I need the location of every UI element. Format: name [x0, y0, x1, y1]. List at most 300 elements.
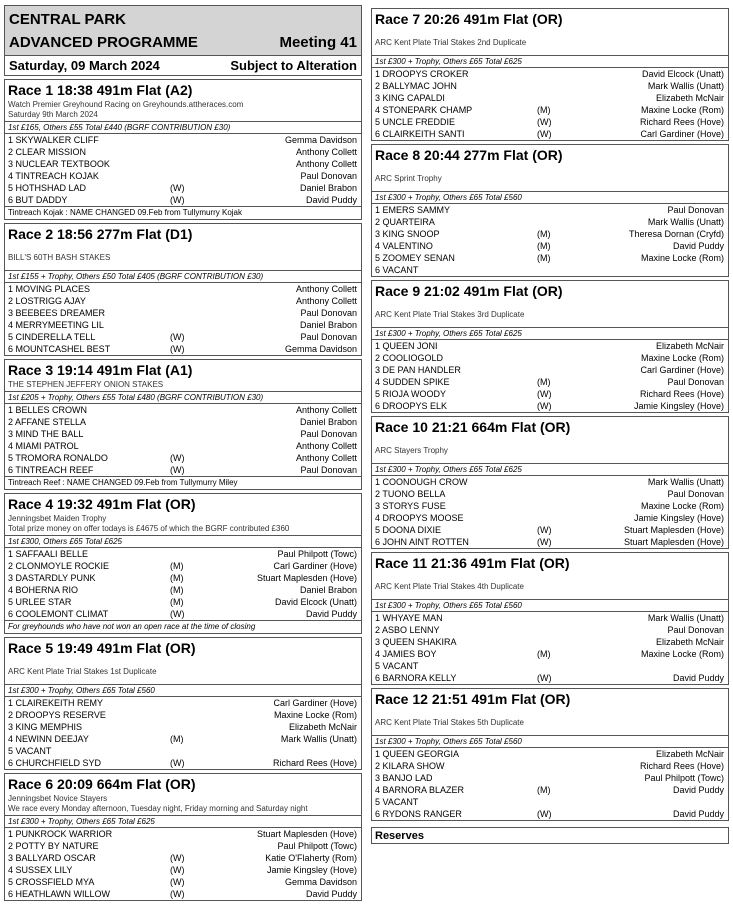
runner-status: (M) [170, 585, 184, 595]
greyhound-name: 2 POTTY BY NATURE [8, 841, 99, 851]
runner-row [5, 416, 361, 428]
greyhound-name: 6 CHURCHFIELD SYD [8, 758, 102, 768]
trainer-name: Paul Donovan [300, 332, 357, 342]
race-title: Race 11 21:36 491m Flat (OR) [375, 555, 570, 571]
trainer-name: Anthony Collett [295, 441, 357, 451]
runner-status: (W) [537, 117, 552, 127]
greyhound-name: 2 CLONMOYLE ROCKIE [8, 561, 110, 571]
runner-row [5, 733, 361, 745]
trainer-name: Jamie Kingsley (Hove) [266, 865, 357, 875]
greyhound-name: 5 UNCLE FREDDIE [375, 117, 456, 127]
trainer-name: Elizabeth McNair [655, 749, 724, 759]
runner-status: (W) [170, 332, 185, 342]
runner-status: (W) [170, 609, 185, 619]
race-card [4, 359, 362, 490]
runner-row [5, 584, 361, 596]
runner-status: (M) [170, 734, 184, 744]
prize-money: 1st £155 + Trophy, Others £50 Total £405 (BGRF CONTRIBUTION £30) [5, 270, 361, 283]
trainer-name: Mark Wallis (Unatt) [647, 217, 724, 227]
greyhound-name: 5 TROMORA RONALDO [8, 453, 108, 463]
runner-status: (W) [537, 525, 552, 535]
race-subtitle: THE STEPHEN JEFFERY ONION STAKES [8, 380, 164, 389]
runner-status: (W) [537, 809, 552, 819]
runner-row [372, 252, 728, 264]
trainer-name: Stuart Maplesden (Hove) [256, 573, 357, 583]
runner-row [372, 612, 728, 624]
trainer-name: Mark Wallis (Unatt) [647, 81, 724, 91]
runner-row [372, 808, 728, 820]
runner-row [372, 500, 728, 512]
trainer-name: David Puddy [672, 785, 724, 795]
trainer-name: Daniel Brabon [299, 417, 357, 427]
trainer-name: Elizabeth McNair [655, 637, 724, 647]
greyhound-name: 1 SKYWALKER CLIFF [8, 135, 99, 145]
runner-row [372, 204, 728, 216]
greyhound-name: 1 COONOUGH CROW [375, 477, 468, 487]
runner-row [5, 194, 361, 206]
trainer-name: Anthony Collett [295, 284, 357, 294]
race-title: Race 12 21:51 491m Flat (OR) [375, 691, 571, 707]
runner-row [372, 352, 728, 364]
trainer-name: David Puddy [305, 889, 357, 899]
greyhound-name: 5 HOTHSHAD LAD [8, 183, 87, 193]
race-card [371, 552, 729, 685]
race-subtitle: ARC Kent Plate Trial Stakes 3rd Duplicate [375, 310, 525, 319]
greyhound-name: 5 RIOJA WOODY [375, 389, 447, 399]
greyhound-name: 3 KING MEMPHIS [8, 722, 83, 732]
date-bar [4, 56, 362, 76]
race-note: Tintreach Reef : NAME CHANGED 09.Feb from Tullymurry Miley [5, 476, 361, 489]
greyhound-name: 1 EMERS SAMMY [375, 205, 451, 215]
runner-row [372, 760, 728, 772]
race-card [4, 79, 362, 220]
runner-row [372, 488, 728, 500]
meeting-number: Meeting 41 [279, 34, 357, 51]
prize-money: 1st £165, Others £55 Total £440 (BGRF CONTRIBUTION £30) [5, 121, 361, 134]
trainer-name: Anthony Collett [295, 296, 357, 306]
runner-status: (W) [537, 129, 552, 139]
greyhound-name: 2 DROOPYS RESERVE [8, 710, 106, 720]
runner-row [5, 404, 361, 416]
prize-money: 1st £300 + Trophy, Others £65 Total £625 [5, 815, 361, 828]
trainer-name: Gemma Davidson [284, 135, 357, 145]
runner-status: (M) [537, 649, 551, 659]
runner-row [5, 709, 361, 721]
trainer-name: Carl Gardiner (Hove) [273, 561, 357, 571]
trainer-name: Maxine Locke (Rom) [640, 353, 724, 363]
programme-title: ADVANCED PROGRAMME [9, 34, 198, 51]
runner-row [5, 343, 361, 355]
trainer-name: Katie O'Flaherty (Rom) [265, 853, 357, 863]
trainer-name: Mark Wallis (Unatt) [280, 734, 357, 744]
runner-row [372, 784, 728, 796]
runner-status: (M) [537, 253, 551, 263]
prize-money: 1st £300 + Trophy, Others £65 Total £560 [372, 191, 728, 204]
trainer-name: Paul Philpott (Towc) [644, 773, 724, 783]
greyhound-name: 4 TINTREACH KOJAK [8, 171, 99, 181]
race-card [371, 416, 729, 549]
race-subtitle: ARC Kent Plate Trial Stakes 5th Duplicate [375, 718, 524, 727]
reserves-section: Reserves [371, 827, 729, 844]
runner-status: (W) [170, 865, 185, 875]
greyhound-name: 4 MIAMI PATROL [8, 441, 79, 451]
trainer-name: Paul Donovan [667, 205, 724, 215]
race-card [4, 637, 362, 770]
runner-status: (W) [170, 889, 185, 899]
runner-status: (W) [537, 401, 552, 411]
runner-row [372, 660, 728, 672]
runner-row [372, 340, 728, 352]
runner-row [5, 876, 361, 888]
race-title: Race 9 21:02 491m Flat (OR) [375, 283, 563, 299]
greyhound-name: 6 CLAIRKEITH SANTI [375, 129, 465, 139]
programme-header [4, 5, 362, 56]
greyhound-name: 4 MERRYMEETING LIL [8, 320, 104, 330]
trainer-name: Carl Gardiner (Hove) [273, 698, 357, 708]
prize-money: 1st £300 + Trophy, Others £65 Total £625 [372, 463, 728, 476]
trainer-name: Maxine Locke (Rom) [640, 501, 724, 511]
prize-money: 1st £300 + Trophy, Others £65 Total £560 [372, 599, 728, 612]
runner-row [5, 307, 361, 319]
trainer-name: Anthony Collett [295, 405, 357, 415]
race-title: Race 10 21:21 664m Flat (OR) [375, 419, 571, 435]
trainer-name: Stuart Maplesden (Hove) [623, 525, 724, 535]
runner-row [5, 464, 361, 476]
runner-row [5, 158, 361, 170]
race-subtitle: Jenningsbet Novice Stayers [8, 794, 108, 803]
greyhound-name: 3 KING CAPALDI [375, 93, 445, 103]
runner-row [372, 672, 728, 684]
runner-status: (W) [170, 758, 185, 768]
runner-row [372, 376, 728, 388]
race-title: Race 5 19:49 491m Flat (OR) [8, 640, 196, 656]
races-left [4, 79, 362, 901]
greyhound-name: 4 VALENTINO [375, 241, 433, 251]
race-card [4, 223, 362, 356]
greyhound-name: 3 BANJO LAD [375, 773, 433, 783]
greyhound-name: 5 URLEE STAR [8, 597, 72, 607]
right-column [371, 5, 729, 844]
runner-row [5, 596, 361, 608]
runner-row [372, 128, 728, 140]
greyhound-name: 4 SUDDEN SPIKE [375, 377, 450, 387]
greyhound-name: 4 BARNORA BLAZER [375, 785, 465, 795]
trainer-name: Daniel Brabon [299, 183, 357, 193]
greyhound-name: 2 ASBO LENNY [375, 625, 440, 635]
race-subtitle: ARC Kent Plate Trial Stakes 2nd Duplicate [375, 38, 527, 47]
runner-row [372, 748, 728, 760]
race-card [371, 688, 729, 821]
trainer-name: Elizabeth McNair [655, 341, 724, 351]
runner-row [5, 572, 361, 584]
trainer-name: Paul Donovan [300, 308, 357, 318]
greyhound-name: 2 TUONO BELLA [375, 489, 446, 499]
race-card [371, 280, 729, 413]
runner-row [372, 624, 728, 636]
trainer-name: Mark Wallis (Unatt) [647, 477, 724, 487]
greyhound-name: 4 DROOPYS MOOSE [375, 513, 464, 523]
runner-status: (W) [170, 465, 185, 475]
trainer-name: Daniel Brabon [299, 320, 357, 330]
runner-row [372, 92, 728, 104]
runner-row [372, 772, 728, 784]
trainer-name: Stuart Maplesden (Hove) [256, 829, 357, 839]
greyhound-name: 5 VACANT [8, 746, 52, 756]
greyhound-name: 6 VACANT [375, 265, 419, 275]
greyhound-name: 5 VACANT [375, 661, 419, 671]
greyhound-name: 2 COOLIOGOLD [375, 353, 444, 363]
runner-row [372, 796, 728, 808]
greyhound-name: 2 KILARA SHOW [375, 761, 445, 771]
race-title: Race 2 18:56 277m Flat (D1) [8, 226, 193, 242]
greyhound-name: 5 CINDERELLA TELL [8, 332, 96, 342]
trainer-name: Paul Donovan [300, 171, 357, 181]
trainer-name: Maxine Locke (Rom) [640, 649, 724, 659]
runner-row [372, 104, 728, 116]
runner-row [372, 228, 728, 240]
runner-row [5, 721, 361, 733]
greyhound-name: 4 BOHERNA RIO [8, 585, 79, 595]
race-title: Race 1 18:38 491m Flat (A2) [8, 82, 193, 98]
runner-status: (W) [537, 673, 552, 683]
greyhound-name: 3 BEEBEES DREAMER [8, 308, 106, 318]
trainer-name: Paul Donovan [667, 377, 724, 387]
trainer-name: Maxine Locke (Rom) [640, 253, 724, 263]
greyhound-name: 4 STONEPARK CHAMP [375, 105, 473, 115]
greyhound-name: 1 QUEEN JONI [375, 341, 438, 351]
runner-status: (W) [170, 183, 185, 193]
greyhound-name: 3 DASTARDLY PUNK [8, 573, 96, 583]
runner-status: (W) [170, 877, 185, 887]
greyhound-name: 4 JAMIES BOY [375, 649, 437, 659]
race-subtitle: ARC Kent Plate Trial Stakes 1st Duplicate [8, 667, 157, 676]
race-subtitle: Jenningsbet Maiden Trophy [8, 514, 107, 523]
trainer-name: Richard Rees (Hove) [639, 761, 724, 771]
trainer-name: Jamie Kingsley (Hove) [633, 513, 724, 523]
runner-row [5, 170, 361, 182]
greyhound-name: 6 BUT DADDY [8, 195, 68, 205]
greyhound-name: 2 CLEAR MISSION [8, 147, 87, 157]
greyhound-name: 6 MOUNTCASHEL BEST [8, 344, 111, 354]
races-right [371, 8, 729, 821]
greyhound-name: 6 JOHN AINT ROTTEN [375, 537, 469, 547]
race-title: Race 7 20:26 491m Flat (OR) [375, 11, 563, 27]
race-card [371, 144, 729, 277]
greyhound-name: 1 PUNKROCK WARRIOR [8, 829, 113, 839]
runner-row [5, 331, 361, 343]
race-title: Race 6 20:09 664m Flat (OR) [8, 776, 196, 792]
runner-row [5, 745, 361, 757]
runner-status: (M) [170, 561, 184, 571]
runner-row [372, 648, 728, 660]
trainer-name: Carl Gardiner (Hove) [640, 365, 724, 375]
runner-status: (M) [537, 229, 551, 239]
runner-status: (M) [537, 241, 551, 251]
greyhound-name: 6 BARNORA KELLY [375, 673, 457, 683]
trainer-name: Anthony Collett [295, 147, 357, 157]
trainer-name: Carl Gardiner (Hove) [640, 129, 724, 139]
trainer-name: David Puddy [305, 609, 357, 619]
runner-row [5, 560, 361, 572]
runner-row [372, 264, 728, 276]
greyhound-name: 5 VACANT [375, 797, 419, 807]
race-note: Tintreach Kojak : NAME CHANGED 09.Feb from Tullymurry Kojak [5, 206, 361, 219]
alteration-notice: Subject to Alteration [230, 58, 357, 73]
greyhound-name: 5 CROSSFIELD MYA [8, 877, 95, 887]
race-subtitle: ARC Kent Plate Trial Stakes 4th Duplicate [375, 582, 524, 591]
trainer-name: David Puddy [672, 673, 724, 683]
runner-row [5, 548, 361, 560]
trainer-name: David Puddy [672, 241, 724, 251]
greyhound-name: 5 DOONA DIXIE [375, 525, 442, 535]
runner-row [5, 697, 361, 709]
greyhound-name: 3 MIND THE BALL [8, 429, 84, 439]
trainer-name: Theresa Dornan (Cryfd) [628, 229, 724, 239]
trainer-name: Maxine Locke (Rom) [640, 105, 724, 115]
runner-row [372, 68, 728, 80]
trainer-name: Paul Philpott (Towc) [277, 549, 357, 559]
trainer-name: Anthony Collett [295, 159, 357, 169]
greyhound-name: 3 DE PAN HANDLER [375, 365, 461, 375]
greyhound-name: 6 RYDONS RANGER [375, 809, 462, 819]
runner-row [372, 536, 728, 548]
runner-row [5, 608, 361, 620]
race-card [371, 8, 729, 141]
runner-row [372, 216, 728, 228]
race-subtitle: We race every Monday afternoon, Tuesday night, Friday morning and Saturday night [8, 804, 308, 813]
runner-row [5, 828, 361, 840]
runner-row [372, 400, 728, 412]
greyhound-name: 3 BALLYARD OSCAR [8, 853, 96, 863]
trainer-name: Anthony Collett [295, 453, 357, 463]
race-note: For greyhounds who have not won an open race at the time of closing [5, 620, 361, 633]
prize-money: 1st £300 + Trophy, Others £65 Total £560 [5, 684, 361, 697]
runner-status: (W) [170, 853, 185, 863]
race-card [4, 773, 362, 901]
runner-row [5, 864, 361, 876]
trainer-name: Paul Donovan [300, 465, 357, 475]
greyhound-name: 4 NEWINN DEEJAY [8, 734, 89, 744]
left-column [4, 5, 362, 901]
race-title: Race 3 19:14 491m Flat (A1) [8, 362, 193, 378]
trainer-name: Gemma Davidson [284, 877, 357, 887]
runner-status: (W) [537, 389, 552, 399]
track-name: CENTRAL PARK [9, 11, 126, 28]
trainer-name: Daniel Brabon [299, 585, 357, 595]
greyhound-name: 3 QUEEN SHAKIRA [375, 637, 457, 647]
trainer-name: Paul Donovan [667, 625, 724, 635]
runner-row [5, 182, 361, 194]
runner-row [5, 295, 361, 307]
runner-status: (W) [537, 537, 552, 547]
runner-status: (M) [170, 597, 184, 607]
trainer-name: Maxine Locke (Rom) [273, 710, 357, 720]
runner-row [372, 636, 728, 648]
runner-status: (W) [170, 195, 185, 205]
runner-row [5, 852, 361, 864]
runner-row [5, 888, 361, 900]
runner-row [5, 283, 361, 295]
greyhound-name: 1 BELLES CROWN [8, 405, 88, 415]
trainer-name: Richard Rees (Hove) [639, 389, 724, 399]
prize-money: 1st £300 + Trophy, Others £65 Total £625 [372, 55, 728, 68]
trainer-name: Elizabeth McNair [655, 93, 724, 103]
greyhound-name: 3 NUCLEAR TEXTBOOK [8, 159, 110, 169]
race-card [4, 493, 362, 634]
prize-money: 1st £300, Others £65 Total £625 [5, 535, 361, 548]
race-subtitle: Saturday 9th March 2024 [8, 110, 98, 119]
runner-row [372, 524, 728, 536]
race-subtitle: ARC Stayers Trophy [375, 446, 448, 455]
runner-status: (W) [170, 453, 185, 463]
prize-money: 1st £205 + Trophy, Others £55 Total £480 (BGRF CONTRIBUTION £30) [5, 391, 361, 404]
runner-row [372, 240, 728, 252]
greyhound-name: 5 ZOOMEY SENAN [375, 253, 455, 263]
trainer-name: Jamie Kingsley (Hove) [633, 401, 724, 411]
greyhound-name: 2 LOSTRIGG AJAY [8, 296, 86, 306]
greyhound-name: 6 COOLEMONT CLIMAT [8, 609, 109, 619]
race-subtitle: BILL'S 60TH BASH STAKES [8, 253, 111, 262]
runner-status: (M) [537, 785, 551, 795]
greyhound-name: 2 AFFANE STELLA [8, 417, 87, 427]
runner-row [5, 757, 361, 769]
race-subtitle: Watch Premier Greyhound Racing on Greyhounds.attheraces.com [8, 100, 244, 109]
runner-status: (M) [537, 377, 551, 387]
runner-status: (W) [170, 344, 185, 354]
greyhound-name: 4 SUSSEX LILY [8, 865, 73, 875]
trainer-name: David Puddy [672, 809, 724, 819]
trainer-name: Paul Philpott (Towc) [277, 841, 357, 851]
runner-row [372, 476, 728, 488]
greyhound-name: 6 DROOPYS ELK [375, 401, 448, 411]
trainer-name: David Puddy [305, 195, 357, 205]
runner-status: (M) [170, 573, 184, 583]
greyhound-name: 2 QUARTEIRA [375, 217, 435, 227]
race-subtitle: Total prize money on offer todays is £4675 of which the BGRF contributed £360 [8, 524, 290, 533]
runner-row [372, 80, 728, 92]
trainer-name: Paul Donovan [300, 429, 357, 439]
race-title: Race 4 19:32 491m Flat (OR) [8, 496, 196, 512]
runner-row [5, 428, 361, 440]
race-title: Race 8 20:44 277m Flat (OR) [375, 147, 563, 163]
greyhound-name: 1 SAFFAALI BELLE [8, 549, 89, 559]
runner-row [372, 364, 728, 376]
greyhound-name: 1 WHYAYE MAN [375, 613, 443, 623]
runner-row [5, 146, 361, 158]
greyhound-name: 1 DROOPYS CROKER [375, 69, 469, 79]
runner-row [5, 134, 361, 146]
runner-status: (M) [537, 105, 551, 115]
race-subtitle: ARC Sprint Trophy [375, 174, 442, 183]
greyhound-name: 3 STORYS FUSE [375, 501, 446, 511]
trainer-name: David Elcock (Unatt) [274, 597, 357, 607]
prize-money: 1st £300 + Trophy, Others £65 Total £560 [372, 735, 728, 748]
trainer-name: Stuart Maplesden (Hove) [623, 537, 724, 547]
greyhound-name: 1 MOVING PLACES [8, 284, 91, 294]
prize-money: 1st £300 + Trophy, Others £65 Total £625 [372, 327, 728, 340]
greyhound-name: 1 CLAIREKEITH REMY [8, 698, 104, 708]
runner-row [372, 116, 728, 128]
trainer-name: Elizabeth McNair [288, 722, 357, 732]
trainer-name: Paul Donovan [667, 489, 724, 499]
trainer-name: Mark Wallis (Unatt) [647, 613, 724, 623]
runner-row [372, 388, 728, 400]
trainer-name: Richard Rees (Hove) [639, 117, 724, 127]
trainer-name: Richard Rees (Hove) [272, 758, 357, 768]
runner-row [5, 319, 361, 331]
runner-row [5, 840, 361, 852]
runner-row [5, 440, 361, 452]
